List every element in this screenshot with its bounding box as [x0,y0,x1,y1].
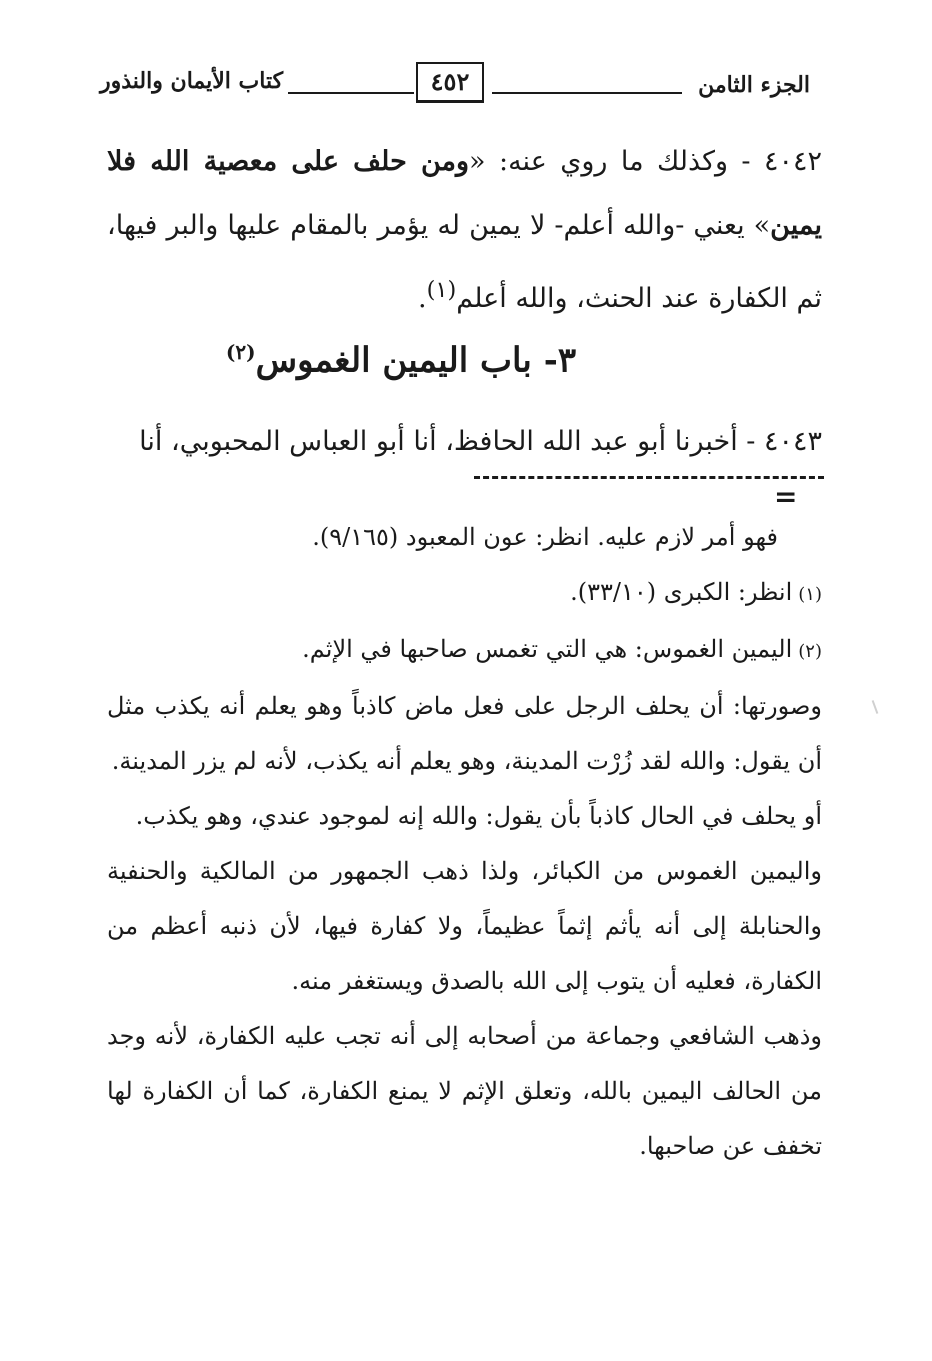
footnote-2-present-paragraph: أو يحلف في الحال كاذباً بأن يقول: والله إنه لموجود عندي، وهو يكذب. [135,802,822,830]
scan-artifact [872,700,879,714]
page-header [90,62,810,106]
footnote-2-form-paragraph: وصورتها: أن يحلف الرجل على فعل ماض كاذباً وهو يعلم أنه يكذب مثل أن يقول: والله لقد زُرْت المدينة، وهو يعلم أنه يكذب، لأنه لم يزر المدينة. [107,692,822,775]
header-rule-right [492,92,682,94]
footnote-2 [107,622,822,679]
footnote-2-number: (٢) [798,641,822,662]
header-rule-left [288,92,414,94]
footnote-1-number: (١) [798,584,822,605]
isnad-text: ٤٠٤٣ - أخبرنا أبو عبد الله الحافظ، أنا أبو العباس المحبوبي، أنا [139,426,822,457]
footnote-ref-1: (١) [426,277,457,303]
running-head-part: الجزء الثامن [698,72,810,98]
running-head-book-title: كتاب الأيمان والنذور [100,68,284,94]
page-number-box: ٤٥٢ [416,62,484,103]
chapter-title-text: ٣- باب اليمين الغموس [255,340,577,381]
hadith-lead: ٤٠٤٢ - وكذلك ما روي عنه: « [469,146,822,177]
hadith-paragraph-4043 [107,410,822,474]
footnotes-block [107,510,822,1174]
footnote-2-shafii-paragraph: وذهب الشافعي وجماعة من أصحابه إلى أنه تجب عليه الكفارة، لأنه وجد من الحالف اليمين بالله، وتعلق الإثم لا يمنع الكفارة، كما أن الكفارة لها تخفف عن صاحبها. [107,1022,822,1160]
footnote-continuation: فهو أمر لازم عليه. انظر: عون المعبود (٩/١٦٥). [312,523,778,551]
footnote-2-majority-paragraph: واليمين الغموس من الكبائر، ولذا ذهب الجمهور من المالكية والحنفية والحنابلة إلى أنه يأثم إثماً عظيماً، ولا كفارة فيها، لأن ذنبه أعظم من الكفارة، فعليه أن يتوب إلى الله بالصدق ويستغفر منه. [107,857,822,995]
hadith-end: . [417,283,427,314]
hadith-commentary: » يعني -والله أعلم- لا يمين له يؤمر بالمقام عليها والبر فيها، ثم الكفارة عند الحنث، والله أعلم [107,210,822,314]
footnote-ref-2: (٢) [225,340,256,364]
footnote-separator [474,476,824,479]
continuation-mark: = [774,480,798,513]
footnote-1-text: انظر: الكبرى (٣٣/١٠). [570,578,793,606]
hadith-paragraph-4042 [107,130,822,331]
footnote-2-text: اليمين الغموس: هي التي تغمس صاحبها في الإثم. [302,635,793,663]
chapter-heading [0,340,932,380]
footnote-1 [107,565,822,622]
hadith-quote: ومن حلف على معصية الله فلا يمين [107,146,822,241]
